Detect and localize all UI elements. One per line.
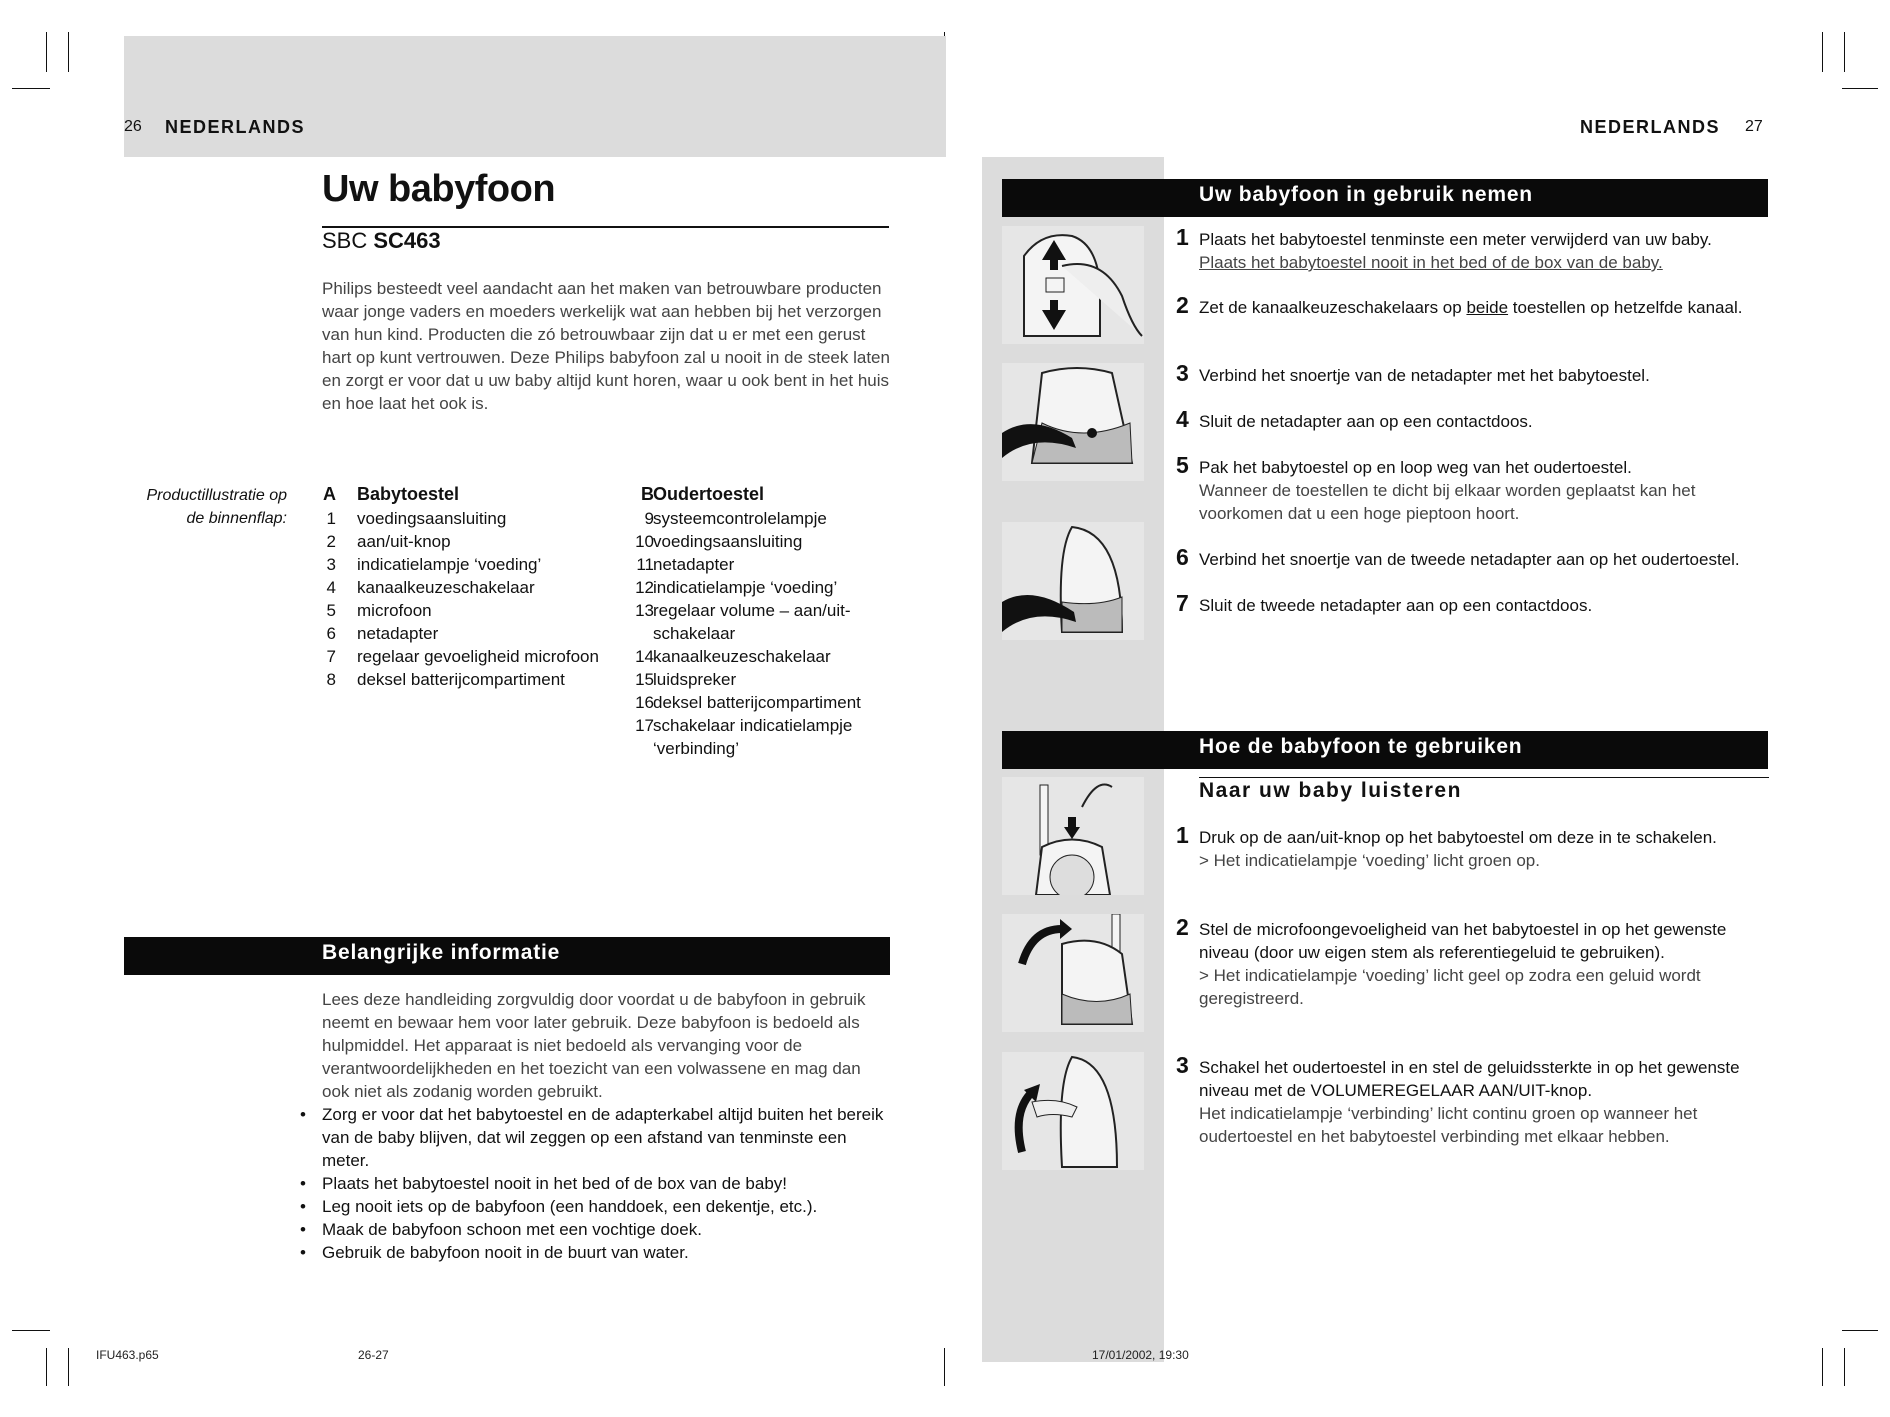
step-line: Verbind het snoertje van de tweede netadapter aan op het oudertoestel.	[1199, 550, 1740, 569]
crop-mark	[1842, 1330, 1878, 1331]
step-number: 7	[1176, 590, 1189, 616]
illustration-sensitivity	[1002, 914, 1144, 1032]
list-item-number: 11	[636, 555, 654, 574]
page-number-left: 26	[124, 118, 142, 135]
bullet-dot: •	[300, 1243, 306, 1262]
step-number: 4	[1176, 406, 1189, 432]
list-item-number: 15	[635, 670, 654, 689]
bullet-item	[300, 1218, 890, 1241]
list-item	[618, 714, 908, 737]
list-item-number: 1	[326, 509, 336, 528]
subsection-rule	[1199, 777, 1769, 778]
list-item	[618, 553, 908, 576]
bullet-text: Leg nooit iets op de babyfoon (een handdoek, een dekentje, etc.).	[322, 1197, 818, 1216]
illustration-adapter-baby	[1002, 363, 1144, 481]
crop-mark	[68, 1348, 69, 1386]
list-item-number: 16	[635, 693, 654, 712]
list-item	[322, 622, 622, 645]
list-item-text: aan/uit-knop	[357, 532, 451, 551]
crop-mark	[1844, 1348, 1845, 1386]
step-number: 3	[1176, 360, 1189, 386]
footer-pages: 26-27	[358, 1348, 389, 1362]
list-item-text: deksel batterijcompartiment	[357, 670, 565, 689]
list-item-text: voedingsaansluiting	[357, 509, 507, 528]
bullet-dot: •	[300, 1197, 306, 1216]
crop-mark	[1844, 32, 1845, 72]
step-number: 2	[1176, 292, 1189, 318]
language-header-left: NEDERLANDS	[165, 117, 306, 137]
bullet-item	[300, 1172, 890, 1195]
bullet-item	[300, 1103, 890, 1172]
section-heading-bar	[1002, 179, 1768, 217]
bullet-dot: •	[300, 1105, 306, 1124]
model-line	[322, 228, 441, 254]
illustration-power-button	[1002, 777, 1144, 895]
step-line: Sluit de netadapter aan op een contactdoos.	[1199, 412, 1533, 431]
list-item-number: 12	[635, 578, 654, 597]
list-item	[618, 622, 908, 645]
step-line: Pak het babytoestel op en loop weg van het oudertoestel.	[1199, 458, 1632, 477]
step-text	[1199, 594, 1769, 617]
list-heading	[322, 484, 622, 507]
bullet-item	[300, 1241, 890, 1264]
step-number: 5	[1176, 452, 1189, 478]
step-text	[1199, 826, 1769, 872]
important-intro: Lees deze handleiding zorgvuldig door voordat u de babyfoon in gebruik neemt en bewaar hem voor later gebruik. Deze babyfoon is bedoeld als hulpmiddel. Het apparaat is niet bedoeld als vervanging voor de verantwoordelijkheden en het toezicht van een volwassene en mag dan ook niet als zodanig worden gebruikt.	[322, 990, 866, 1101]
footer-file: IFU463.p65	[96, 1348, 159, 1362]
list-item-number: 7	[326, 647, 336, 666]
list-item-text: netadapter	[357, 624, 439, 643]
list-item	[618, 691, 908, 714]
step-text	[1199, 548, 1769, 571]
crop-mark	[46, 32, 47, 72]
crop-mark	[46, 1348, 47, 1386]
step-line: Plaats het babytoestel tenminste een meter verwijderd van uw baby.	[1199, 230, 1712, 249]
page-number-right: 27	[1745, 118, 1763, 135]
list-item-text: regelaar gevoeligheid microfoon	[357, 647, 599, 666]
list-item	[618, 530, 908, 553]
language-header-right: NEDERLANDS	[1580, 117, 1721, 137]
side-note	[100, 484, 287, 530]
list-item-number: 6	[326, 624, 336, 643]
step-line: Schakel het oudertoestel in en stel de geluidssterkte in op het gewenste niveau met de VOLUMEREGELAAR AAN/UIT-knop.	[1199, 1058, 1740, 1100]
list-item-text: indicatielampje ‘voeding’	[357, 555, 542, 574]
list-item-text: kanaalkeuzeschakelaar	[357, 578, 535, 597]
section-heading: Uw babyfoon in gebruik nemen	[1199, 183, 1533, 206]
step-line: Verbind het snoertje van de netadapter met het babytoestel.	[1199, 366, 1650, 385]
list-item-text: kanaalkeuzeschakelaar	[653, 647, 831, 666]
list-item	[322, 507, 622, 530]
list-item	[322, 530, 622, 553]
list-item	[618, 507, 908, 530]
page-title: Uw babyfoon	[322, 168, 556, 210]
list-item	[618, 576, 908, 599]
list-item-number: 17	[635, 716, 654, 735]
step-text	[1199, 1056, 1769, 1148]
footer-datetime: 17/01/2002, 19:30	[1092, 1348, 1189, 1362]
list-item-text: schakelaar indicatielampje	[653, 716, 853, 735]
list-item	[322, 553, 622, 576]
list-item-text: netadapter	[653, 555, 735, 574]
crop-mark	[1822, 32, 1823, 72]
list-item-text: microfoon	[357, 601, 432, 620]
list-letter: B	[641, 484, 654, 504]
list-heading-text: Oudertoestel	[653, 484, 765, 504]
step-note: > Het indicatielampje ‘voeding’ licht groen op.	[1199, 851, 1540, 870]
step-number: 2	[1176, 914, 1189, 940]
product-list-b	[618, 484, 908, 760]
list-item-number: 3	[326, 555, 336, 574]
step-line: Stel de microfoongevoeligheid van het babytoestel in op het gewenste niveau (door uw eigen stem als referentiegeluid te gebruiken).	[1199, 920, 1727, 962]
model-code: SC463	[373, 228, 441, 253]
bullet-text: Plaats het babytoestel nooit in het bed of de box van de baby!	[322, 1174, 788, 1193]
bullet-dot: •	[300, 1220, 306, 1239]
side-note-line: Productillustratie op	[146, 487, 287, 504]
illustration-volume	[1002, 1052, 1144, 1170]
list-item-text: systeemcontrolelampje	[653, 509, 827, 528]
bullet-text: Gebruik de babyfoon nooit in de buurt van water.	[322, 1243, 689, 1262]
step-note: > Het indicatielampje ‘voeding’ licht geel op zodra een geluid wordt geregistreerd.	[1199, 966, 1701, 1008]
list-item-text: schakelaar	[653, 624, 736, 643]
step-warning: Plaats het babytoestel nooit in het bed of de box van de baby.	[1199, 253, 1663, 272]
step-number: 1	[1176, 822, 1189, 848]
list-item-text: voedingsaansluiting	[653, 532, 803, 551]
list-item	[618, 668, 908, 691]
important-heading-bar	[124, 937, 890, 975]
list-item	[322, 599, 622, 622]
step-text	[1199, 456, 1769, 525]
section-heading-bar	[1002, 731, 1768, 769]
step-text	[1199, 364, 1769, 387]
list-item-number: 13	[635, 601, 654, 620]
list-item-text: ‘verbinding’	[653, 739, 739, 758]
crop-mark	[68, 32, 69, 72]
bullet-item	[300, 1195, 890, 1218]
step-note: Wanneer de toestellen te dicht bij elkaar worden geplaatst kan het voorkomen dat u een hoge pieptoon hoort.	[1199, 481, 1696, 523]
list-item-number: 9	[644, 509, 654, 528]
step-text	[1199, 228, 1769, 274]
crop-mark	[1822, 1348, 1823, 1386]
crop-mark	[12, 1330, 50, 1331]
list-letter: A	[323, 484, 336, 504]
bullet-text: Zorg er voor dat het babytoestel en de adapterkabel altijd buiten het bereik van de baby blijven, dat wil zeggen op een afstand van tenminste een meter.	[322, 1105, 884, 1170]
important-heading: Belangrijke informatie	[322, 941, 561, 964]
list-item-number: 4	[326, 578, 336, 597]
step-line: Druk op de aan/uit-knop op het babytoestel om deze in te schakelen.	[1199, 828, 1717, 847]
step-text: Zet de kanaalkeuzeschakelaars op beide toestellen op hetzelfde kanaal.	[1199, 298, 1743, 317]
product-list-a	[322, 484, 622, 691]
list-item-text: regelaar volume – aan/uit-	[653, 601, 851, 620]
intro-paragraph: Philips besteedt veel aandacht aan het maken van betrouwbare producten waar jonge vaders en moeders werkelijk wat aan hebben bij het verzorgen van hun kind. Producten die zó betrouwbaar zijn dat u er met een gerust hart op kunt vertrouwen. Deze Philips babyfoon zal u nooit in de steek laten en zorgt er voor dat u uw baby altijd kunt horen, waar u ook bent in het huis en hoe laat het ook is.	[322, 279, 890, 413]
list-item-number: 14	[635, 647, 654, 666]
illustration-adapter-parent	[1002, 522, 1144, 640]
list-heading	[618, 484, 908, 507]
step-number: 1	[1176, 224, 1189, 250]
step-text	[1199, 918, 1769, 1010]
model-prefix: SBC	[322, 228, 368, 253]
bullet-dot: •	[300, 1174, 306, 1193]
crop-mark	[12, 88, 50, 89]
subsection-heading: Naar uw baby luisteren	[1199, 779, 1462, 802]
step-number: 6	[1176, 544, 1189, 570]
list-item-number: 8	[326, 670, 336, 689]
step-text	[1199, 410, 1769, 433]
side-note-line: de binnenflap:	[186, 510, 287, 527]
step-number: 3	[1176, 1052, 1189, 1078]
list-item	[618, 737, 908, 760]
illustration-channel-switch	[1002, 226, 1144, 344]
step-note: Het indicatielampje ‘verbinding’ licht continu groen op wanneer het oudertoestel en het babytoestel verbinding met elkaar hebben.	[1199, 1104, 1698, 1146]
step-line: Sluit de tweede netadapter aan op een contactdoos.	[1199, 596, 1593, 615]
bullet-text: Maak de babyfoon schoon met een vochtige doek.	[322, 1220, 702, 1239]
list-item	[322, 576, 622, 599]
list-item	[322, 668, 622, 691]
list-item-text: luidspreker	[653, 670, 737, 689]
crop-mark	[1842, 88, 1878, 89]
important-bullets	[300, 1103, 890, 1264]
list-item-number: 10	[635, 532, 654, 551]
list-item-number: 2	[326, 532, 336, 551]
section-heading: Hoe de babyfoon te gebruiken	[1199, 735, 1523, 758]
crop-mark	[944, 1348, 945, 1386]
list-heading-text: Babytoestel	[357, 484, 460, 504]
left-header-band	[124, 36, 946, 157]
list-item	[618, 645, 908, 668]
list-item-number: 5	[326, 601, 336, 620]
emphasis: beide	[1466, 298, 1509, 317]
list-item	[322, 645, 622, 668]
list-item	[618, 599, 908, 622]
list-item-text: deksel batterijcompartiment	[653, 693, 861, 712]
list-item-text: indicatielampje ‘voeding’	[653, 578, 838, 597]
